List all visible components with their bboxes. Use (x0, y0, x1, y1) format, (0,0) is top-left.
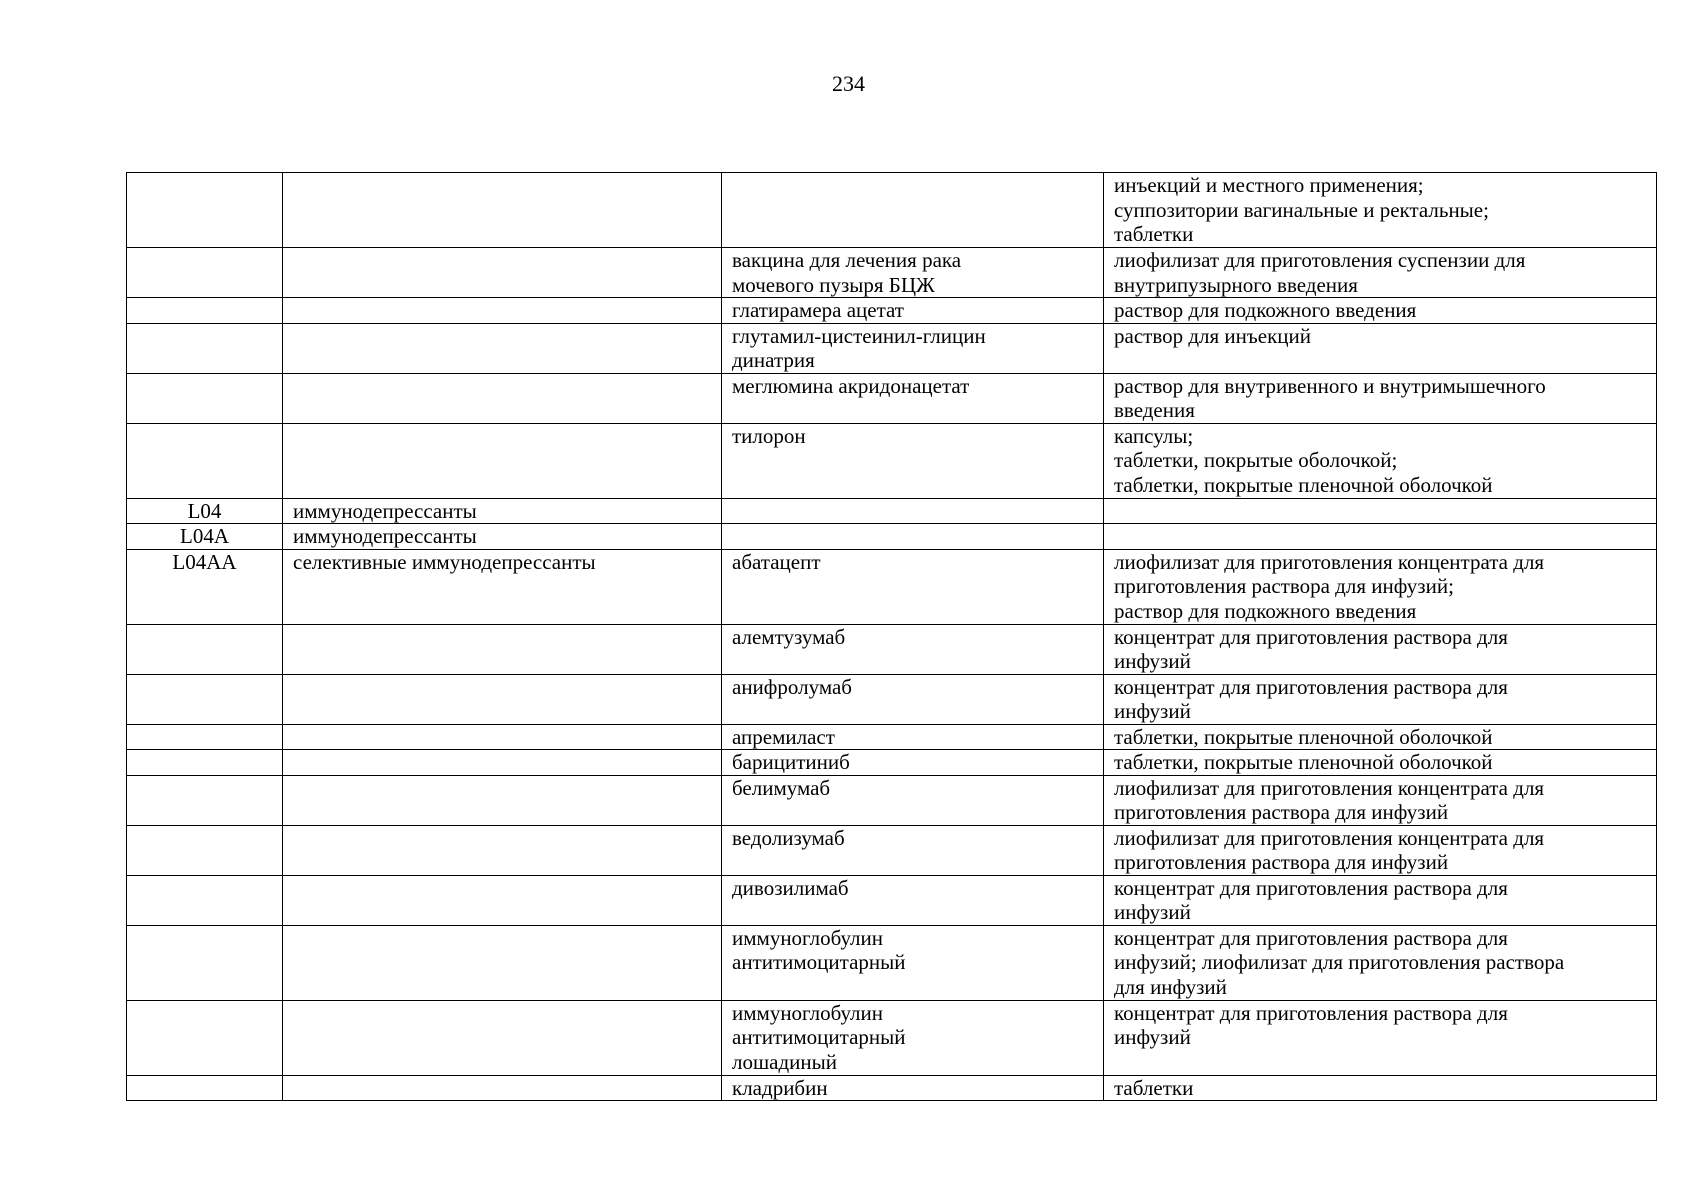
dosage-form-cell: раствор для подкожного введения (1104, 298, 1657, 324)
group-cell (283, 724, 722, 750)
drug-cell: иммуноглобулин антитимоцитарный лошадиный (722, 1000, 1104, 1075)
table-row (127, 624, 1657, 674)
table-row (127, 1075, 1657, 1101)
group-cell (283, 674, 722, 724)
dosage-form-cell: таблетки, покрытые пленочной оболочкой (1104, 750, 1657, 776)
table-row (127, 323, 1657, 373)
atc-code-cell (127, 1000, 283, 1075)
drug-cell: кладрибин (722, 1075, 1104, 1101)
group-cell (283, 373, 722, 423)
dosage-form-cell: таблетки (1104, 1075, 1657, 1101)
group-cell (283, 248, 722, 298)
atc-code-cell (127, 373, 283, 423)
group-cell (283, 925, 722, 1000)
group-cell: иммунодепрессанты (283, 498, 722, 524)
drug-cell (722, 498, 1104, 524)
group-cell: иммунодепрессанты (283, 524, 722, 550)
atc-code-cell: L04AA (127, 549, 283, 624)
table-row (127, 524, 1657, 550)
group-cell (283, 1000, 722, 1075)
table-row (127, 775, 1657, 825)
drug-cell: алемтузумаб (722, 624, 1104, 674)
drug-cell (722, 524, 1104, 550)
table-row (127, 549, 1657, 624)
group-cell (283, 173, 722, 248)
atc-code-cell (127, 248, 283, 298)
group-cell (283, 323, 722, 373)
table-row (127, 750, 1657, 776)
group-cell (283, 298, 722, 324)
dosage-form-cell: концентрат для приготовления раствора для инфузий (1104, 624, 1657, 674)
drug-cell: белимумаб (722, 775, 1104, 825)
table-row (127, 423, 1657, 498)
drug-cell: глутамил-цистеинил-глицин динатрия (722, 323, 1104, 373)
atc-code-cell (127, 173, 283, 248)
group-cell (283, 750, 722, 776)
table-row (127, 825, 1657, 875)
table-row (127, 674, 1657, 724)
drug-cell: анифролумаб (722, 674, 1104, 724)
atc-code-cell (127, 624, 283, 674)
drug-cell: барицитиниб (722, 750, 1104, 776)
dosage-form-cell: инъекций и местного применения; суппозитории вагинальные и ректальные; таблетки (1104, 173, 1657, 248)
drug-cell: вакцина для лечения рака мочевого пузыря БЦЖ (722, 248, 1104, 298)
table-row (127, 875, 1657, 925)
dosage-form-cell: лиофилизат для приготовления суспензии для внутрипузырного введения (1104, 248, 1657, 298)
table-row (127, 248, 1657, 298)
group-cell (283, 423, 722, 498)
dosage-form-cell: лиофилизат для приготовления концентрата для приготовления раствора для инфузий (1104, 825, 1657, 875)
dosage-form-cell: концентрат для приготовления раствора для инфузий (1104, 1000, 1657, 1075)
table-row (127, 373, 1657, 423)
drug-cell: ведолизумаб (722, 825, 1104, 875)
table-row (127, 173, 1657, 248)
drug-cell: апремиласт (722, 724, 1104, 750)
group-cell (283, 624, 722, 674)
dosage-form-cell: таблетки, покрытые пленочной оболочкой (1104, 724, 1657, 750)
group-cell (283, 775, 722, 825)
table-row (127, 498, 1657, 524)
dosage-form-cell: капсулы; таблетки, покрытые оболочкой; таблетки, покрытые пленочной оболочкой (1104, 423, 1657, 498)
atc-code-cell (127, 925, 283, 1000)
dosage-form-cell (1104, 498, 1657, 524)
drug-cell: глатирамера ацетат (722, 298, 1104, 324)
atc-code-cell (127, 423, 283, 498)
atc-code-cell (127, 724, 283, 750)
dosage-form-cell: раствор для инъекций (1104, 323, 1657, 373)
drug-cell: дивозилимаб (722, 875, 1104, 925)
dosage-form-cell: лиофилизат для приготовления концентрата для приготовления раствора для инфузий (1104, 775, 1657, 825)
drug-cell: меглюмина акридонацетат (722, 373, 1104, 423)
drug-cell (722, 173, 1104, 248)
table-row (127, 298, 1657, 324)
dosage-form-cell: концентрат для приготовления раствора для инфузий (1104, 674, 1657, 724)
atc-code-cell (127, 750, 283, 776)
table-row (127, 925, 1657, 1000)
atc-code-cell (127, 825, 283, 875)
dosage-form-cell: концентрат для приготовления раствора для инфузий; лиофилизат для приготовления раствора для инфузий (1104, 925, 1657, 1000)
drug-cell: абатацепт (722, 549, 1104, 624)
drug-cell: тилорон (722, 423, 1104, 498)
group-cell (283, 1075, 722, 1101)
atc-code-cell (127, 875, 283, 925)
group-cell (283, 825, 722, 875)
atc-code-cell: L04 (127, 498, 283, 524)
table-row (127, 724, 1657, 750)
dosage-form-cell (1104, 524, 1657, 550)
atc-code-cell (127, 323, 283, 373)
group-cell (283, 875, 722, 925)
page-number: 234 (832, 71, 865, 96)
drug-table (126, 172, 1657, 1101)
dosage-form-cell: лиофилизат для приготовления концентрата для приготовления раствора для инфузий; раствор для подкожного введения (1104, 549, 1657, 624)
dosage-form-cell: концентрат для приготовления раствора для инфузий (1104, 875, 1657, 925)
atc-code-cell (127, 775, 283, 825)
atc-code-cell: L04A (127, 524, 283, 550)
group-cell: селективные иммунодепрессанты (283, 549, 722, 624)
table-row (127, 1000, 1657, 1075)
atc-code-cell (127, 1075, 283, 1101)
atc-code-cell (127, 674, 283, 724)
atc-code-cell (127, 298, 283, 324)
drug-cell: иммуноглобулин антитимоцитарный (722, 925, 1104, 1000)
dosage-form-cell: раствор для внутривенного и внутримышечного введения (1104, 373, 1657, 423)
